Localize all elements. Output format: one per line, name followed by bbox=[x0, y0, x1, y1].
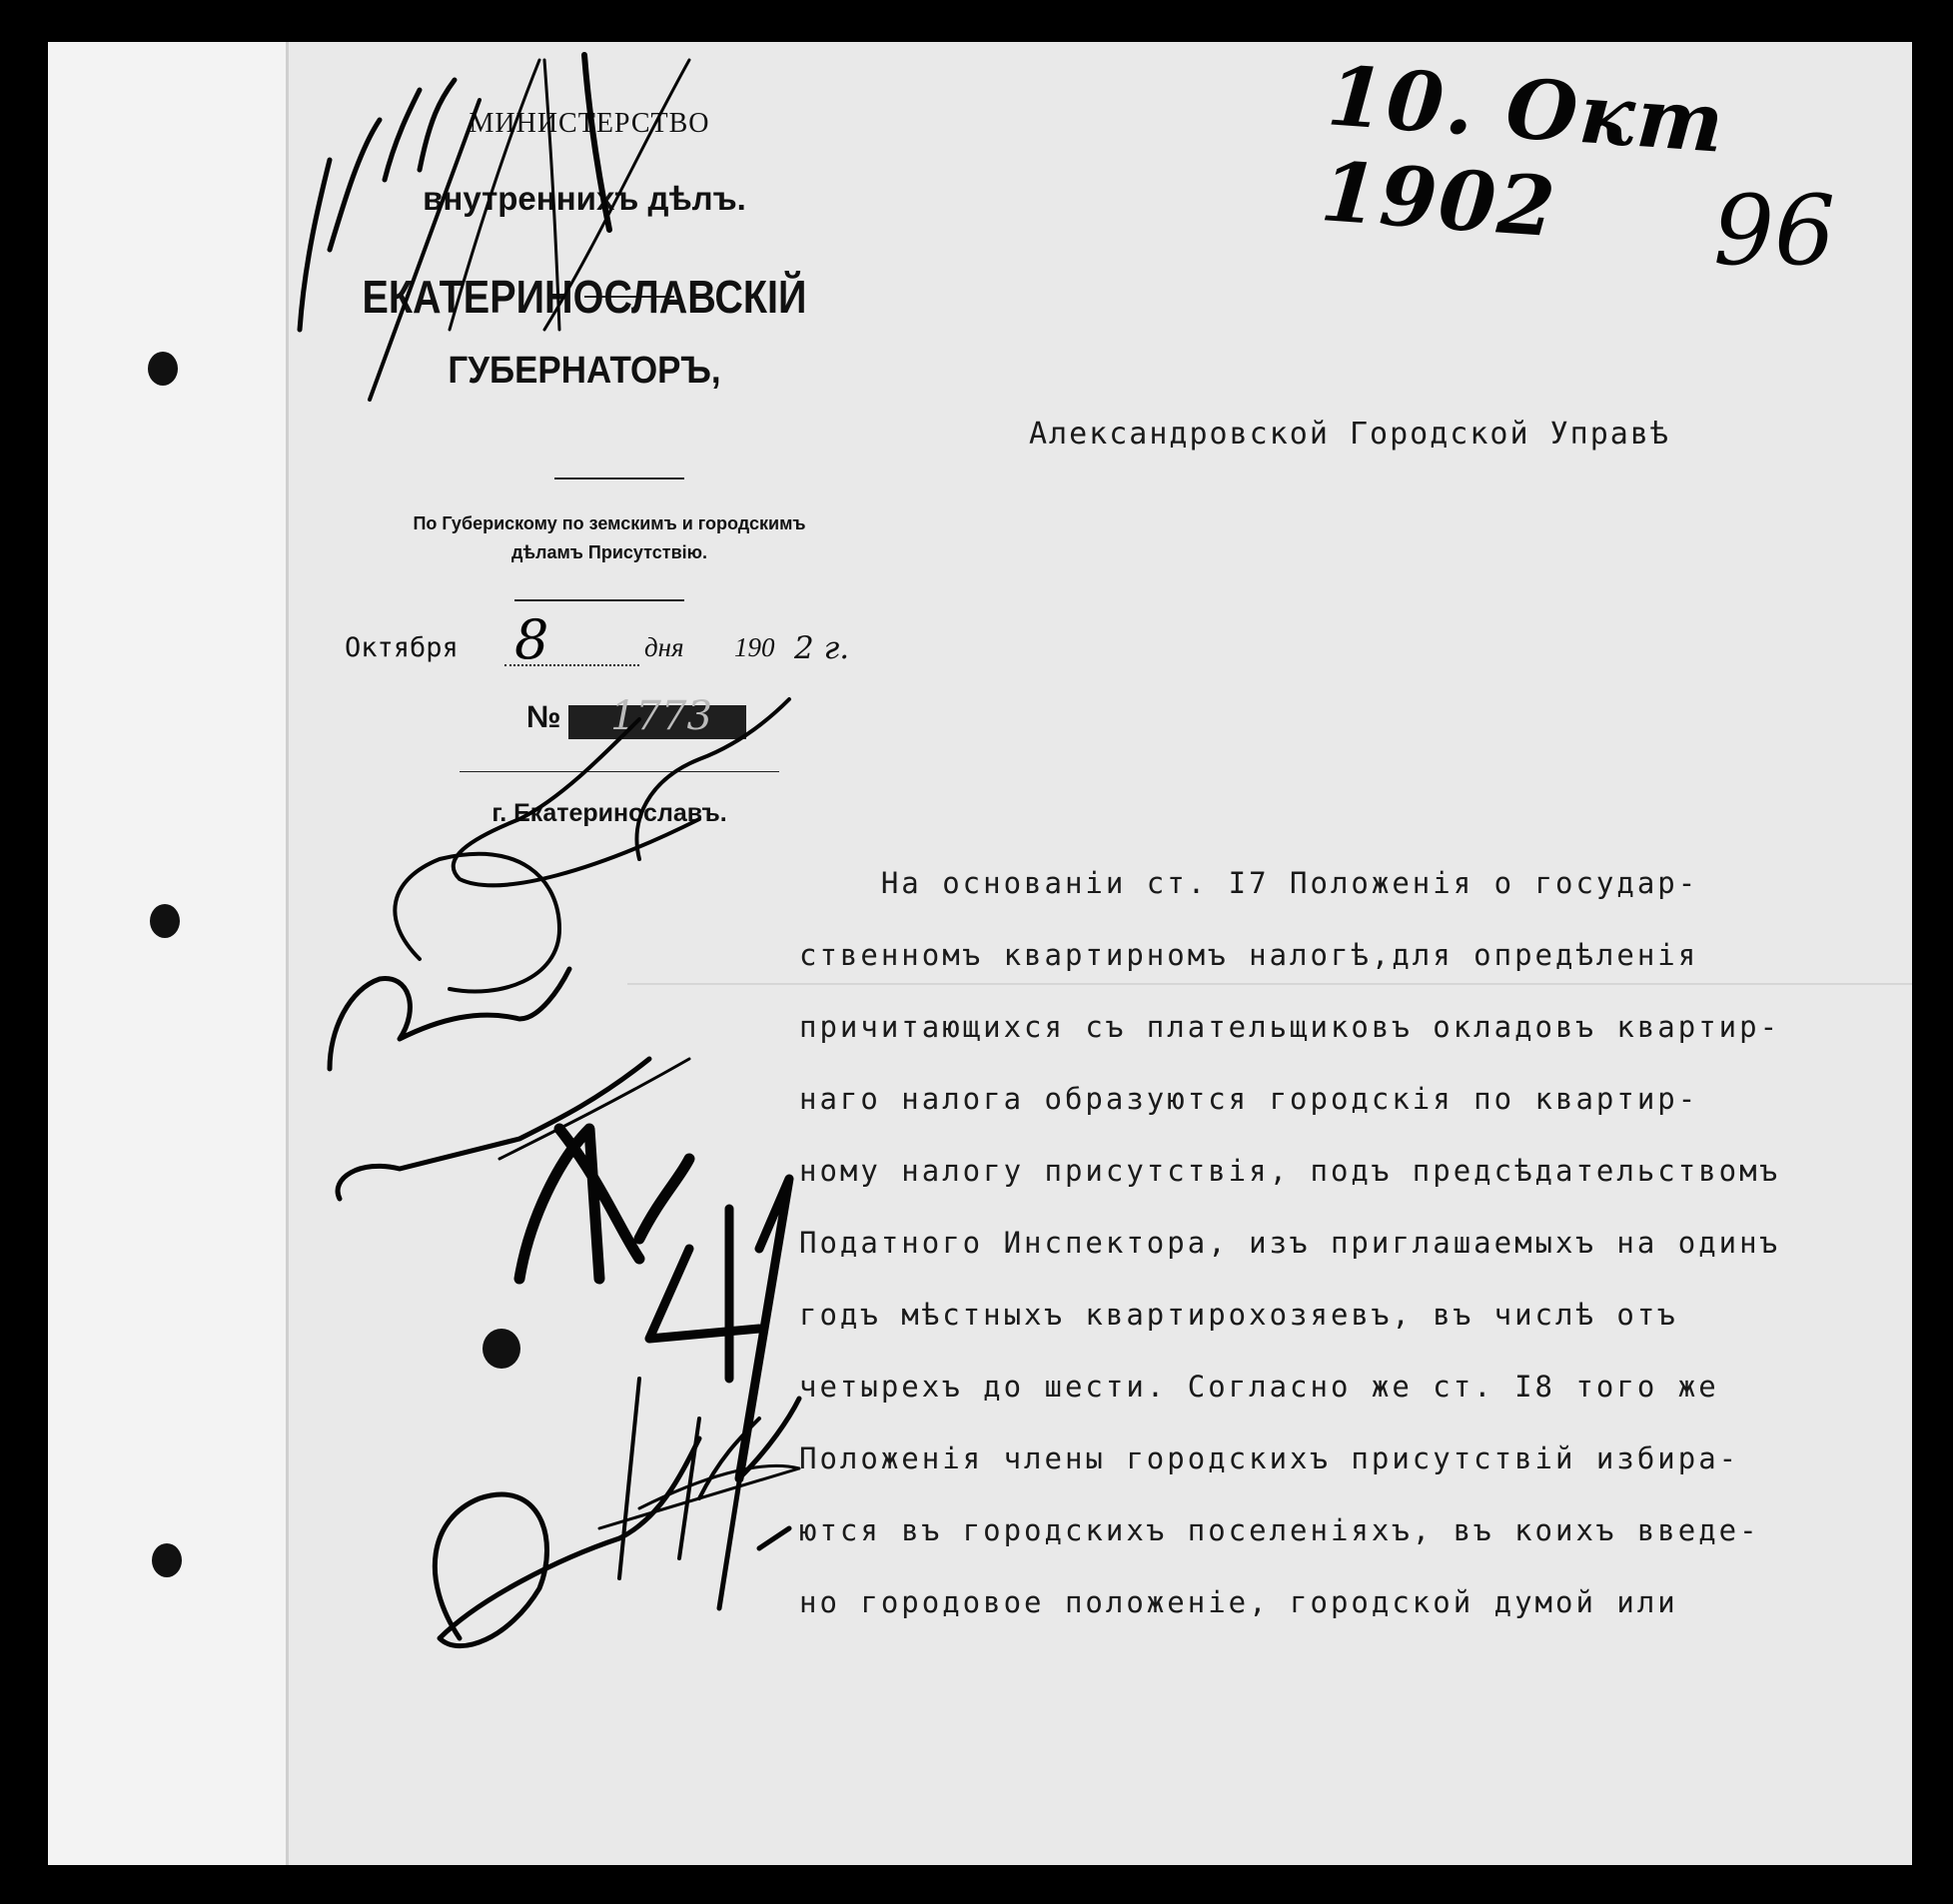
punch-hole bbox=[148, 352, 178, 386]
left-margin-strip bbox=[48, 42, 286, 1865]
body-line: годъ мѣстныхъ квартирохозяевъ, въ числѣ отъ bbox=[799, 1298, 1678, 1332]
letterhead-internal-affairs: внутреннихъ дѣлъ. bbox=[423, 180, 746, 217]
body-line: Положенія члены городскихъ присутствій избира- bbox=[799, 1441, 1740, 1475]
letter-body bbox=[799, 847, 1878, 1638]
handwritten-number: 96 bbox=[1713, 175, 1836, 287]
letterhead-ministry: МИНИСТЕРСТВО bbox=[469, 108, 710, 139]
body-line: На основаніи ст. I7 Положенія о государ- bbox=[799, 866, 1699, 900]
date-year: 190 bbox=[734, 632, 775, 662]
body-line: причитающихся съ плательщиковъ окладовъ квартир- bbox=[799, 1010, 1781, 1044]
letterhead-city: г. Екатеринославъ. bbox=[491, 799, 727, 827]
ornament-divider bbox=[554, 477, 684, 479]
ornament-divider bbox=[460, 771, 779, 772]
letterhead-governor-title: ГУБЕРНАТОРЪ, bbox=[448, 350, 721, 392]
body-line: четырехъ до шести. Согласно же ст. I8 того же bbox=[799, 1370, 1719, 1404]
department-line: дѣламъ Присутствію. bbox=[510, 542, 708, 562]
body-line: ственномъ квартирномъ налогѣ,для опредѣленія bbox=[799, 938, 1699, 972]
ornament-divider bbox=[514, 599, 684, 601]
number-value: 1773 bbox=[610, 693, 712, 739]
letterhead-governor-region: ЕКАТЕРИНОСЛАВСКІЙ bbox=[362, 271, 807, 323]
punch-hole bbox=[483, 1329, 520, 1369]
body-line: ются въ городскихъ поселеніяхъ, въ коихъ введе- bbox=[799, 1513, 1760, 1547]
handwritten-received-date: 10. Окт 1902 bbox=[1318, 48, 1729, 257]
number-label: № bbox=[526, 699, 561, 734]
body-line: ному налогу присутствія, подъ предсѣдательствомъ bbox=[799, 1154, 1781, 1188]
body-line: Податного Инспектора, изъ приглашаемыхъ на одинъ bbox=[799, 1226, 1781, 1260]
date-dnya-label: дня bbox=[644, 632, 684, 662]
punch-hole bbox=[152, 1543, 182, 1577]
body-line: наго налога образуются городскія по квартир- bbox=[799, 1082, 1699, 1116]
date-month: Октября bbox=[345, 632, 459, 663]
body-line: но городовое положеніе, городской думой или bbox=[799, 1585, 1678, 1619]
addressee: Александровской Городской Управѣ bbox=[1029, 417, 1670, 452]
letterhead-department bbox=[340, 509, 879, 567]
department-line: По Губерискому по земскимъ и городскимъ bbox=[413, 513, 806, 533]
date-row bbox=[345, 608, 884, 672]
fold-line bbox=[286, 42, 289, 1865]
punch-hole bbox=[150, 904, 180, 938]
date-day: 8 bbox=[514, 608, 549, 671]
date-year-suffix: 2 г. bbox=[794, 630, 850, 666]
